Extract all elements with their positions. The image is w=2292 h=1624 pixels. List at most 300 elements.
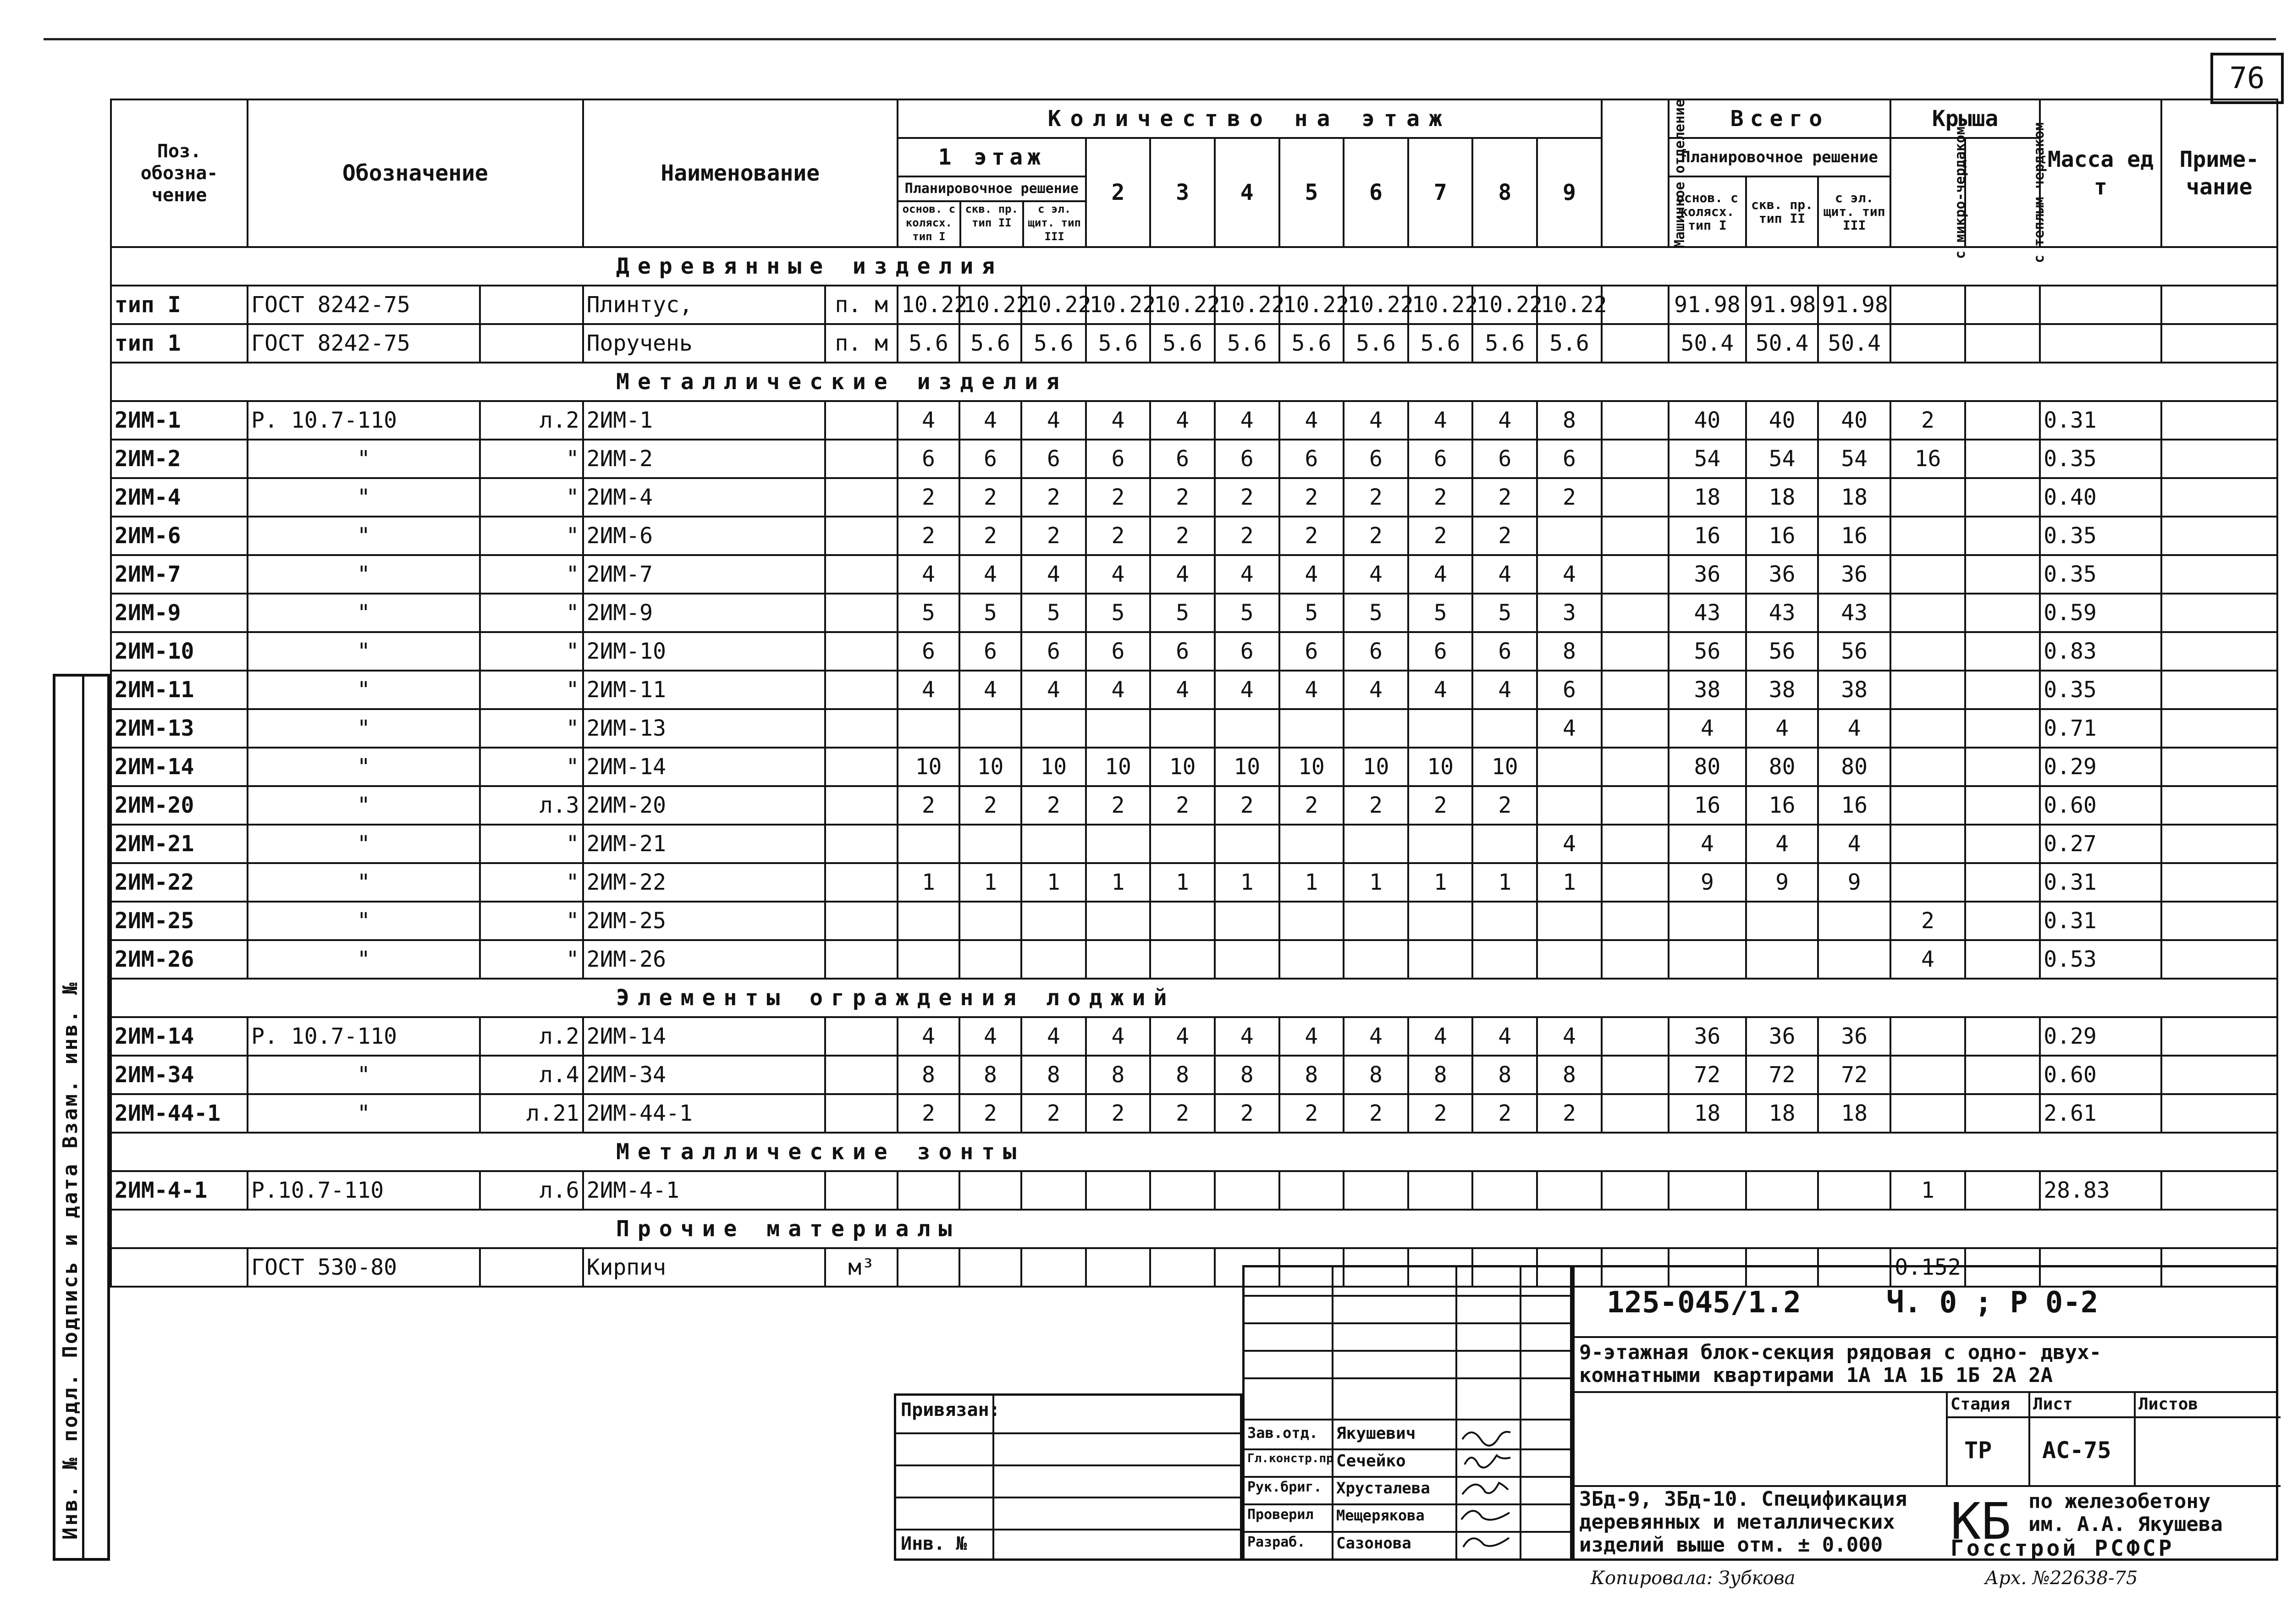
note-cell (2161, 324, 2277, 363)
table-row (111, 786, 2277, 825)
machine-room-cell (1602, 517, 1669, 555)
total-cell: 38 (1669, 671, 1746, 709)
sheet-ref-cell (480, 324, 583, 363)
position-cell: 2ИМ-14 (111, 748, 248, 786)
machine-room-cell (1602, 825, 1669, 863)
floor-qty-cell (1537, 786, 1602, 825)
total-cell (1818, 940, 1890, 979)
mass-cell: 0.83 (2040, 632, 2161, 671)
table-row (111, 594, 2277, 632)
designation-cell: " (248, 709, 479, 748)
floor-qty-cell: 2 (1408, 478, 1473, 517)
total-cell: 16 (1746, 517, 1818, 555)
floor-qty-cell (898, 1171, 959, 1210)
floor-qty-cell: 2 (1215, 517, 1279, 555)
total-cell: 56 (1746, 632, 1818, 671)
floor-qty-cell: 2 (959, 1094, 1021, 1133)
org-line-1: по железобетону (2028, 1490, 2211, 1513)
total-cell: 36 (1818, 555, 1890, 594)
sig-line (1245, 1448, 1570, 1450)
name-cell: Плинтус, (583, 286, 826, 324)
floor-qty-cell: 2 (898, 786, 959, 825)
sig-line (1245, 1503, 1570, 1505)
floor-qty-cell: 4 (1150, 555, 1215, 594)
floor-qty-cell (1537, 940, 1602, 979)
floor-qty-cell (1472, 825, 1537, 863)
total-cell: 4 (1746, 709, 1818, 748)
section-title: Металлические зонты (111, 1133, 2277, 1171)
floor-qty-cell (898, 709, 959, 748)
floor-qty-cell (1408, 825, 1473, 863)
floor-qty-cell: 2 (898, 517, 959, 555)
floor-qty-cell (1215, 940, 1279, 979)
floor-qty-cell (1086, 825, 1151, 863)
sig-line (1245, 1531, 1570, 1533)
floor-qty-cell: 1 (1344, 863, 1408, 902)
floor-qty-cell: 2 (1472, 786, 1537, 825)
total-cell: 80 (1669, 748, 1746, 786)
header-total-t1: основ. с колясх. тип I (1669, 176, 1746, 247)
header-type3: с эл. щит. тип III (1028, 203, 1081, 243)
floor-qty-cell: 1 (1150, 863, 1215, 902)
header-floor-2: 2 (1086, 138, 1151, 247)
floor-qty-cell: 4 (1021, 401, 1086, 440)
floor-qty-cell: 6 (1279, 440, 1344, 478)
floor-qty-cell: 4 (959, 671, 1021, 709)
unit-cell (825, 1094, 898, 1133)
sig-col (1520, 1267, 1521, 1558)
staff-role-2: Гл.констр.пр (1247, 1452, 1333, 1465)
position-cell: 2ИМ-34 (111, 1056, 248, 1094)
note-cell (2161, 1171, 2277, 1210)
header-note: Приме-чание (2161, 99, 2277, 247)
unit-cell (825, 1056, 898, 1094)
header-types (898, 202, 1085, 246)
floor-qty-cell: 4 (1472, 401, 1537, 440)
floor-qty-cell (1279, 902, 1344, 940)
total-cell: 38 (1746, 671, 1818, 709)
inv-label: Инв. № (901, 1533, 967, 1554)
floor-qty-cell: 2 (1344, 517, 1408, 555)
header-total-t3: с эл. щит. тип III (1818, 176, 1890, 247)
floor-qty-cell: 2 (1150, 478, 1215, 517)
floor-qty-cell: 5 (1021, 594, 1086, 632)
binding-line (896, 1432, 1240, 1434)
floor-qty-cell: 2 (1150, 786, 1215, 825)
roof-micro-cell: 2 (1890, 401, 1965, 440)
floor-qty-cell: 2 (959, 478, 1021, 517)
mass-cell: 0.35 (2040, 555, 2161, 594)
floor-qty-cell (1537, 902, 1602, 940)
table-row (111, 632, 2277, 671)
sig-line (1245, 1476, 1570, 1478)
total-cell: 56 (1669, 632, 1746, 671)
floor-qty-cell: 6 (1344, 440, 1408, 478)
note-cell (2161, 748, 2277, 786)
stage-value: ТР (1964, 1437, 1992, 1464)
floor-qty-cell: 2 (898, 1094, 959, 1133)
total-cell: 40 (1746, 401, 1818, 440)
floor-qty-cell: 4 (1344, 671, 1408, 709)
machine-room-cell (1602, 324, 1669, 363)
total-cell: 36 (1669, 1017, 1746, 1056)
description-1: 3Бд-9, 3Бд-10. Спецификация (1579, 1487, 1907, 1511)
floor-qty-cell: 4 (1279, 555, 1344, 594)
section-header (111, 979, 2277, 1017)
roof-warm-cell (1965, 1094, 2040, 1133)
roof-warm-cell (1965, 863, 2040, 902)
sheet-label: Лист (2033, 1395, 2073, 1414)
sheet-ref-cell: " (480, 863, 583, 902)
floor-qty-cell: 4 (1408, 671, 1473, 709)
sheet-ref-cell: л.6 (480, 1171, 583, 1210)
floor-qty-cell (1537, 1171, 1602, 1210)
floor-qty-cell: 4 (1279, 671, 1344, 709)
header-mass: Масса ед т (2040, 99, 2161, 247)
floor-qty-cell: 10.22 (1086, 286, 1151, 324)
total-cell: 56 (1818, 632, 1890, 671)
floor-qty-cell: 1 (898, 863, 959, 902)
floor-qty-cell: 2 (1537, 478, 1602, 517)
header-roof: Крыша (1890, 99, 2040, 138)
floor-qty-cell: 1 (1408, 863, 1473, 902)
org-mark: КБ (1950, 1492, 2011, 1551)
floor-qty-cell (959, 709, 1021, 748)
note-cell (2161, 1094, 2277, 1133)
name-cell: 2ИМ-7 (583, 555, 826, 594)
table-row (111, 1171, 2277, 1210)
table-row (111, 748, 2277, 786)
header-floor-5: 5 (1279, 138, 1344, 247)
designation-cell: " (248, 940, 479, 979)
name-cell: Кирпич (583, 1248, 826, 1287)
position-cell: 2ИМ-1 (111, 401, 248, 440)
floor-qty-cell: 8 (1472, 1056, 1537, 1094)
floor-qty-cell: 10.22 (959, 286, 1021, 324)
floor-qty-cell (1279, 1171, 1344, 1210)
unit-cell (825, 632, 898, 671)
floor-qty-cell: 4 (1150, 401, 1215, 440)
floor-qty-cell: 6 (1537, 440, 1602, 478)
designation-cell: Р.10.7-110 (248, 1171, 479, 1210)
floor-qty-cell: 4 (1279, 401, 1344, 440)
roof-warm-cell (1965, 324, 2040, 363)
floor-qty-cell: 10.22 (1408, 286, 1473, 324)
position-cell: 2ИМ-4-1 (111, 1171, 248, 1210)
floor-qty-cell: 4 (1344, 1017, 1408, 1056)
name-cell: 2ИМ-26 (583, 940, 826, 979)
roof-micro-cell: 4 (1890, 940, 1965, 979)
total-cell (1669, 1171, 1746, 1210)
roof-micro-cell: 1 (1890, 1171, 1965, 1210)
floor-qty-cell: 6 (1344, 632, 1408, 671)
floor-qty-cell: 5.6 (1150, 324, 1215, 363)
total-cell: 91.98 (1746, 286, 1818, 324)
floor-qty-cell: 5.6 (1537, 324, 1602, 363)
name-cell: 2ИМ-10 (583, 632, 826, 671)
position-cell: тип I (111, 286, 248, 324)
section-title: Металлические изделия (111, 363, 2277, 401)
floor-qty-cell: 1 (1215, 863, 1279, 902)
total-cell: 4 (1746, 825, 1818, 863)
floor-qty-cell: 4 (959, 401, 1021, 440)
floor-qty-cell: 2 (1086, 517, 1151, 555)
total-cell: 16 (1818, 786, 1890, 825)
roof-warm-cell (1965, 709, 2040, 748)
note-cell (2161, 825, 2277, 863)
floor-qty-cell: 2 (1408, 1094, 1473, 1133)
floor-qty-cell: 6 (1021, 632, 1086, 671)
header-type1: основ. с колясх. тип I (898, 202, 961, 246)
floor-qty-cell: 4 (1472, 555, 1537, 594)
floor-qty-cell: 2 (898, 478, 959, 517)
floor-qty-cell: 1 (959, 863, 1021, 902)
roof-micro-cell (1890, 786, 1965, 825)
roof-micro-cell (1890, 286, 1965, 324)
staff-role-4: Проверил (1247, 1507, 1314, 1523)
floor-qty-cell: 6 (898, 632, 959, 671)
table-row (111, 940, 2277, 979)
floor-qty-cell: 2 (1279, 786, 1344, 825)
unit-cell (825, 517, 898, 555)
floor-qty-cell: 1 (1472, 863, 1537, 902)
floor-qty-cell: 10 (1215, 748, 1279, 786)
floor-qty-cell: 5 (1344, 594, 1408, 632)
floor-qty-cell: 8 (1021, 1056, 1086, 1094)
floor-qty-cell: 4 (1215, 555, 1279, 594)
designation-cell: " (248, 671, 479, 709)
roof-warm-cell (1965, 594, 2040, 632)
floor-qty-cell (1408, 1171, 1473, 1210)
floor-qty-cell: 10.22 (1279, 286, 1344, 324)
total-cell: 91.98 (1818, 286, 1890, 324)
roof-warm-cell (1965, 1056, 2040, 1094)
signature-marks (1458, 1421, 1517, 1558)
floor-qty-cell: 6 (1150, 632, 1215, 671)
name-cell: 2ИМ-34 (583, 1056, 826, 1094)
floor-qty-cell (1150, 825, 1215, 863)
roof-warm-cell (1965, 1171, 2040, 1210)
floor-qty-cell (1150, 940, 1215, 979)
floor-qty-cell: 2 (1150, 1094, 1215, 1133)
table-row (111, 286, 2277, 324)
designation-cell: " (248, 594, 479, 632)
roof-warm-cell (1965, 286, 2040, 324)
machine-room-cell (1602, 786, 1669, 825)
floor-qty-cell: 5.6 (1279, 324, 1344, 363)
name-cell: 2ИМ-11 (583, 671, 826, 709)
header-floor-8: 8 (1472, 138, 1537, 247)
floor-qty-cell (1344, 709, 1408, 748)
note-cell (2161, 517, 2277, 555)
position-cell: 2ИМ-13 (111, 709, 248, 748)
floor-qty-cell: 2 (1021, 517, 1086, 555)
note-cell (2161, 440, 2277, 478)
roof-warm-cell (1965, 440, 2040, 478)
floor-qty-cell: 1 (1537, 863, 1602, 902)
name-cell: Поручень (583, 324, 826, 363)
machine-room-cell (1602, 748, 1669, 786)
mass-cell: 0.59 (2040, 594, 2161, 632)
floor-qty-cell (1021, 825, 1086, 863)
sheet-value: АС-75 (2042, 1437, 2111, 1464)
floor-qty-cell: 5.6 (1086, 324, 1151, 363)
staff-name-5: Сазонова (1336, 1534, 1411, 1552)
mass-cell (2040, 324, 2161, 363)
floor-qty-cell (1021, 902, 1086, 940)
table-row (111, 517, 2277, 555)
roof-warm-cell (1965, 671, 2040, 709)
table-row (111, 1056, 2277, 1094)
header-roof-warm: с теплым чердаком (1965, 138, 2040, 247)
stage-label: Стадия (1950, 1395, 2011, 1414)
floor-qty-cell: 6 (1537, 671, 1602, 709)
total-cell: 50.4 (1818, 324, 1890, 363)
mass-cell: 0.35 (2040, 440, 2161, 478)
floor-qty-cell: 2 (1215, 478, 1279, 517)
unit-cell: п. м (825, 286, 898, 324)
position-cell (111, 1248, 248, 1287)
total-cell: 4 (1818, 825, 1890, 863)
machine-room-cell (1602, 1171, 1669, 1210)
name-cell: 2ИМ-22 (583, 863, 826, 902)
sheet-ref-cell: " (480, 440, 583, 478)
roof-warm-cell (1965, 1017, 2040, 1056)
mass-cell: 0.31 (2040, 401, 2161, 440)
position-cell: 2ИМ-11 (111, 671, 248, 709)
description-3: изделий выше отм. ± 0.000 (1579, 1533, 1883, 1557)
floor-qty-cell: 2 (1408, 786, 1473, 825)
floor-qty-cell: 4 (1472, 671, 1537, 709)
binding-line (896, 1497, 1240, 1498)
floor-qty-cell (1086, 1171, 1151, 1210)
total-cell: 50.4 (1669, 324, 1746, 363)
floor-qty-cell (1279, 825, 1344, 863)
total-cell: 80 (1818, 748, 1890, 786)
designation-cell: " (248, 748, 479, 786)
floor-qty-cell: 4 (1086, 555, 1151, 594)
sheet-ref-cell: " (480, 632, 583, 671)
sheet-ref-cell: " (480, 594, 583, 632)
staff-role-3: Рук.бриг. (1247, 1479, 1322, 1495)
floor-qty-cell: 10 (1150, 748, 1215, 786)
floor-qty-cell: 10.22 (1472, 286, 1537, 324)
floor-qty-cell: 2 (1279, 517, 1344, 555)
floor-qty-cell: 6 (1215, 632, 1279, 671)
position-cell: тип 1 (111, 324, 248, 363)
total-cell (1669, 940, 1746, 979)
strip-divider (82, 677, 84, 1558)
total-cell: 36 (1818, 1017, 1890, 1056)
floor-qty-cell: 5.6 (1408, 324, 1473, 363)
binding-col (992, 1396, 994, 1558)
header-qty-per-floor: Количество на этаж (898, 99, 1602, 138)
machine-room-cell (1602, 555, 1669, 594)
floor-qty-cell: 2 (1215, 1094, 1279, 1133)
floor-qty-cell (1086, 709, 1151, 748)
floor-qty-cell: 10.22 (1344, 286, 1408, 324)
unit-cell (825, 709, 898, 748)
total-cell: 54 (1669, 440, 1746, 478)
floor-qty-cell: 10 (1279, 748, 1344, 786)
floor-qty-cell (1215, 902, 1279, 940)
sig-col (1332, 1267, 1333, 1558)
floor-qty-cell (1344, 825, 1408, 863)
total-cell: 18 (1669, 478, 1746, 517)
unit-cell: м³ (825, 1248, 898, 1287)
total-cell: 18 (1818, 1094, 1890, 1133)
floor-qty-cell: 2 (1215, 786, 1279, 825)
floor-qty-cell: 4 (898, 401, 959, 440)
floor-qty-cell: 2 (1086, 786, 1151, 825)
floor-qty-cell: 6 (1279, 632, 1344, 671)
total-cell: 4 (1818, 709, 1890, 748)
designation-cell: " (248, 1094, 479, 1133)
floor-qty-cell (1537, 748, 1602, 786)
machine-room-cell (1602, 671, 1669, 709)
floor-qty-cell: 6 (1408, 632, 1473, 671)
title-line (1575, 1485, 1946, 1487)
mass-cell (2040, 286, 2161, 324)
sig-line (1245, 1350, 1570, 1352)
total-cell: 36 (1669, 555, 1746, 594)
table-row (111, 902, 2277, 940)
table-row (111, 709, 2277, 748)
floor-qty-cell: 2 (1086, 1094, 1151, 1133)
mass-cell: 0.31 (2040, 863, 2161, 902)
floor-qty-cell: 5 (1408, 594, 1473, 632)
header-plan-solution: Планировочное решение (898, 177, 1085, 202)
floor-qty-cell: 4 (1021, 1017, 1086, 1056)
roof-micro-cell (1890, 478, 1965, 517)
mass-cell: 0.53 (2040, 940, 2161, 979)
designation-cell: Р. 10.7-110 (248, 401, 479, 440)
roof-micro-cell (1890, 324, 1965, 363)
mass-cell: 0.29 (2040, 1017, 2161, 1056)
mass-cell: 0.60 (2040, 786, 2161, 825)
floor-qty-cell: 5 (1086, 594, 1151, 632)
note-cell (2161, 632, 2277, 671)
sheet-ref-cell: л.4 (480, 1056, 583, 1094)
project-title-1: 9-этажная блок-секция рядовая с одно- двух- (1579, 1341, 2102, 1364)
roof-micro-cell (1890, 748, 1965, 786)
archive-number: Арх. №22638-75 (1985, 1568, 2138, 1589)
unit-cell (825, 478, 898, 517)
note-cell (2161, 902, 2277, 940)
total-cell: 9 (1818, 863, 1890, 902)
floor-qty-cell (1150, 1171, 1215, 1210)
floor-qty-cell (1086, 940, 1151, 979)
total-cell: 9 (1746, 863, 1818, 902)
total-cell: 4 (1669, 825, 1746, 863)
table-row (111, 863, 2277, 902)
position-cell: 2ИМ-20 (111, 786, 248, 825)
floor-qty-cell: 4 (1537, 825, 1602, 863)
floor-qty-cell: 4 (1408, 401, 1473, 440)
floor-qty-cell: 5 (1279, 594, 1344, 632)
roof-micro-cell (1890, 555, 1965, 594)
floor-qty-cell: 4 (1021, 671, 1086, 709)
stage-col (2028, 1391, 2030, 1485)
table-row (111, 825, 2277, 863)
sheet-ref-cell (480, 1248, 583, 1287)
stage-grid (1946, 1391, 2281, 1485)
floor-qty-cell: 5.6 (1472, 324, 1537, 363)
floor-qty-cell: 5 (1472, 594, 1537, 632)
table-row (111, 671, 2277, 709)
section-title: Элементы ограждения лоджий (111, 979, 2277, 1017)
floor-qty-cell: 5.6 (898, 324, 959, 363)
